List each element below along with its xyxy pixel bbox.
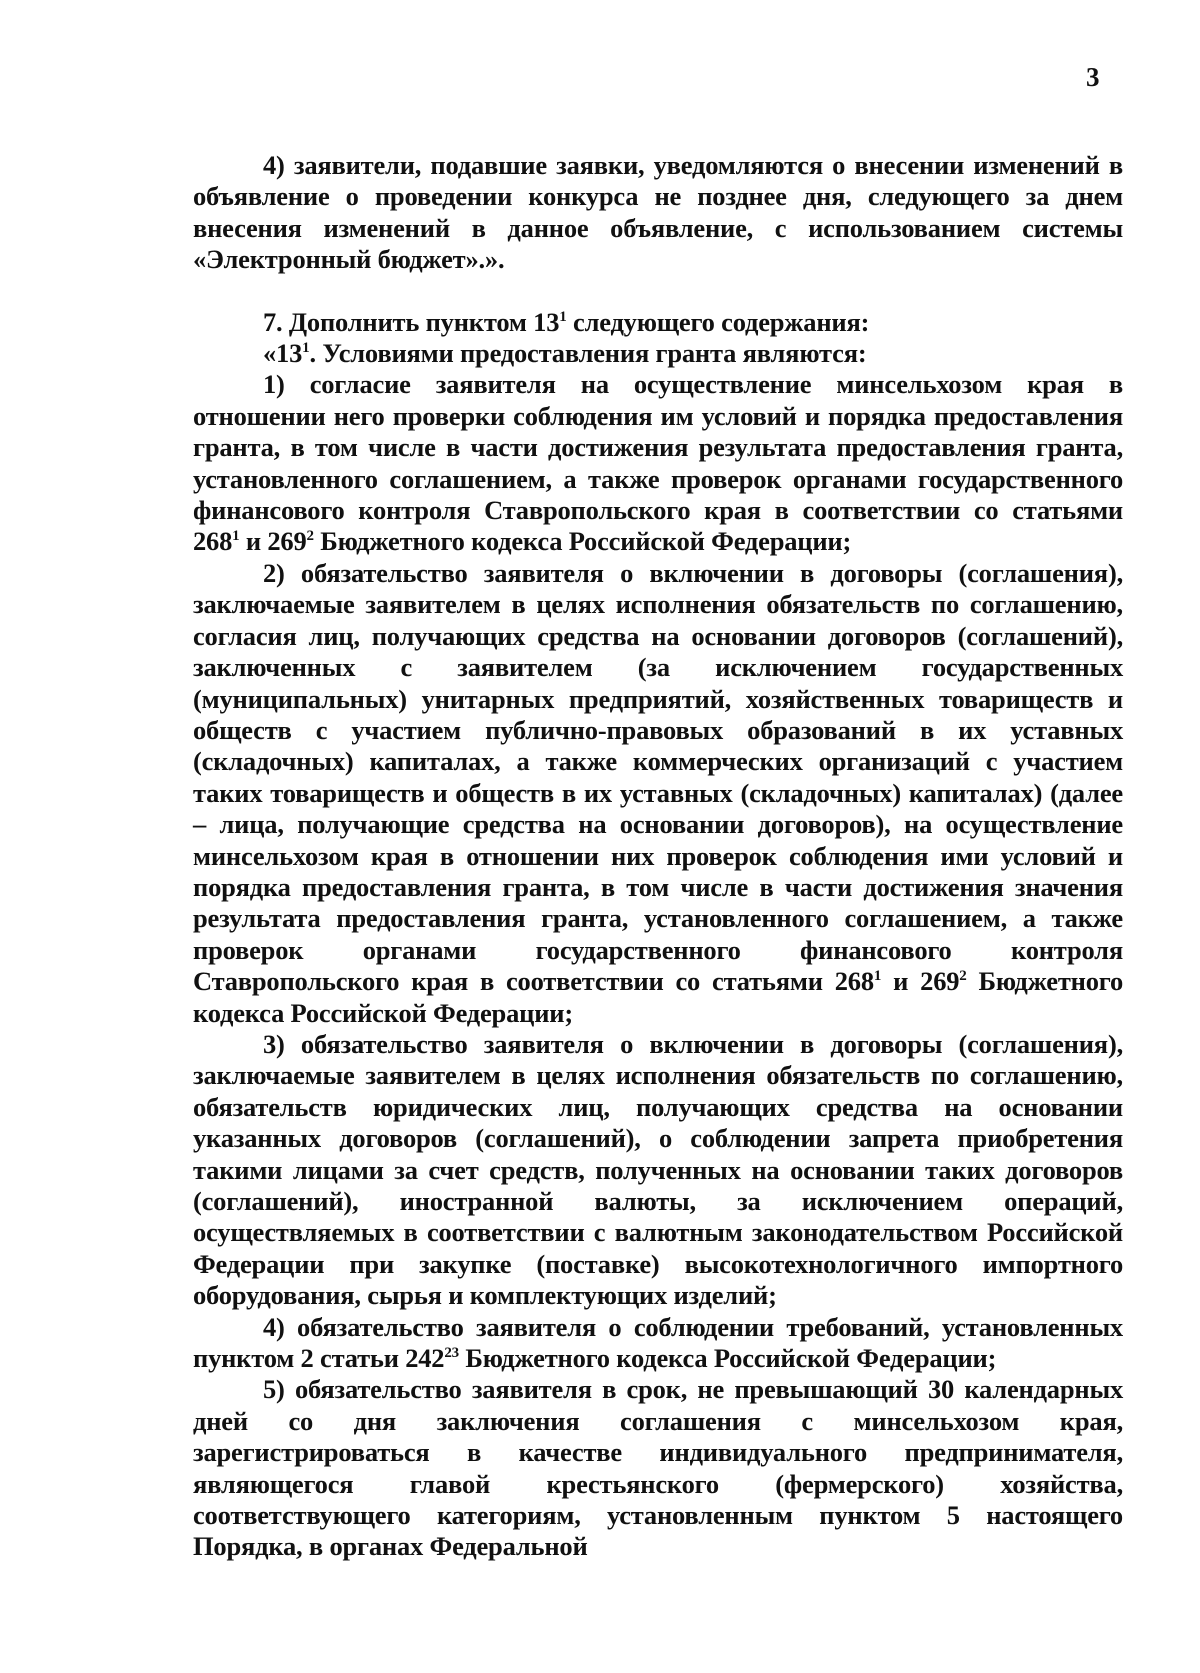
paragraph-condition-5: 5) обязательство заявителя в срок, не превышающий 30 календарных дней со дня заключения соглашения с минсельхозом края, зарегистрироваться в качестве индивидуального предпринимателя, являющегося главой крестьянского (фермерского) хозяйства, соответствующего категориям, установленным пунктом 5 настоящего Порядка, в органах Федеральной bbox=[193, 1374, 1123, 1562]
paragraph-condition-1: 1) согласие заявителя на осуществление минсельхозом края в отношении него проверки соблюдения им условий и порядка предоставления гранта, в том числе в части достижения результата предоставления гранта, установленного соглашением, а также проверок органами государственного финансового контроля Ставропольского края в соответствии со статьями $268^1$ и $269^2$ Бюджетного кодекса Российской Федерации; bbox=[193, 369, 1123, 557]
paragraph-condition-3: 3) обязательство заявителя о включении в договоры (соглашения), заключаемые заявителем в целях исполнения обязательств по соглашению, обязательств юридических лиц, получающих средства на основании указанных договоров (соглашений), о соблюдении запрета приобретения такими лицами за счет средств, полученных на основании таких договоров (соглашений), иностранной валюты, за исключением операций, осуществляемых в соответствии с валютным законодательством Российской Федерации при закупке (поставке) высокотехнологичного импортного оборудования, сырья и комплектующих изделий; bbox=[193, 1028, 1123, 1311]
paragraph-condition-2: 2) обязательство заявителя о включении в договоры (соглашения), заключаемые заявителем в целях исполнения обязательств по соглашению, согласия лиц, получающих средства на основании договоров (соглашений), заключенных с заявителем (за исключением государственных (муниципальных) унитарных предприятий, хозяйственных товариществ и обществ с участием публично-правовых образований в их уставных (складочных) капиталах, а также коммерческих организаций с участием таких товариществ и обществ в их уставных (складочных) капиталах) (далее – лица, получающие средства на основании договоров), на осуществление минсельхозом края в отношении них проверок соблюдения ими условий и порядка предоставления гранта, в том числе в части достижения значения результата предоставления гранта, установленного соглашением, а также проверок органами государственного финансового контроля Ставропольского края в соответствии со статьями $268^1$ и $269^2$ Бюджетного кодекса Российской Федерации; bbox=[193, 557, 1123, 1028]
superscript-index: 2 bbox=[306, 528, 314, 545]
page-number: 3 bbox=[1086, 62, 1100, 92]
paragraph-13-1-heading: «$13^1$. Условиями предоставления гранта являются: bbox=[263, 338, 867, 369]
superscript-index: 1 bbox=[873, 968, 882, 985]
superscript-index: 1 bbox=[302, 340, 310, 357]
superscript-index: 1 bbox=[232, 528, 240, 545]
paragraph-amendment-7: 7. Дополнить пунктом $13^1$ следующего содержания: bbox=[263, 306, 870, 337]
paragraph-condition-4: 4) обязательство заявителя о соблюдении требований, установленных пунктом 2 статьи $242^{23}$ Бюджетного кодекса Российской Федерации; bbox=[193, 1311, 1123, 1374]
superscript-index: 2 bbox=[959, 968, 967, 985]
document-body bbox=[193, 150, 1123, 1563]
superscript-index: 1 bbox=[559, 308, 567, 325]
paragraph-item-4-notification: 4) заявители, подавшие заявки, уведомляются о внесении изменений в объявление о проведении конкурса не позднее дня, следующего за днем внесения изменений в данное объявление, с использованием системы «Электронный бюджет».». bbox=[193, 150, 1123, 275]
superscript-index: 23 bbox=[444, 1345, 459, 1362]
